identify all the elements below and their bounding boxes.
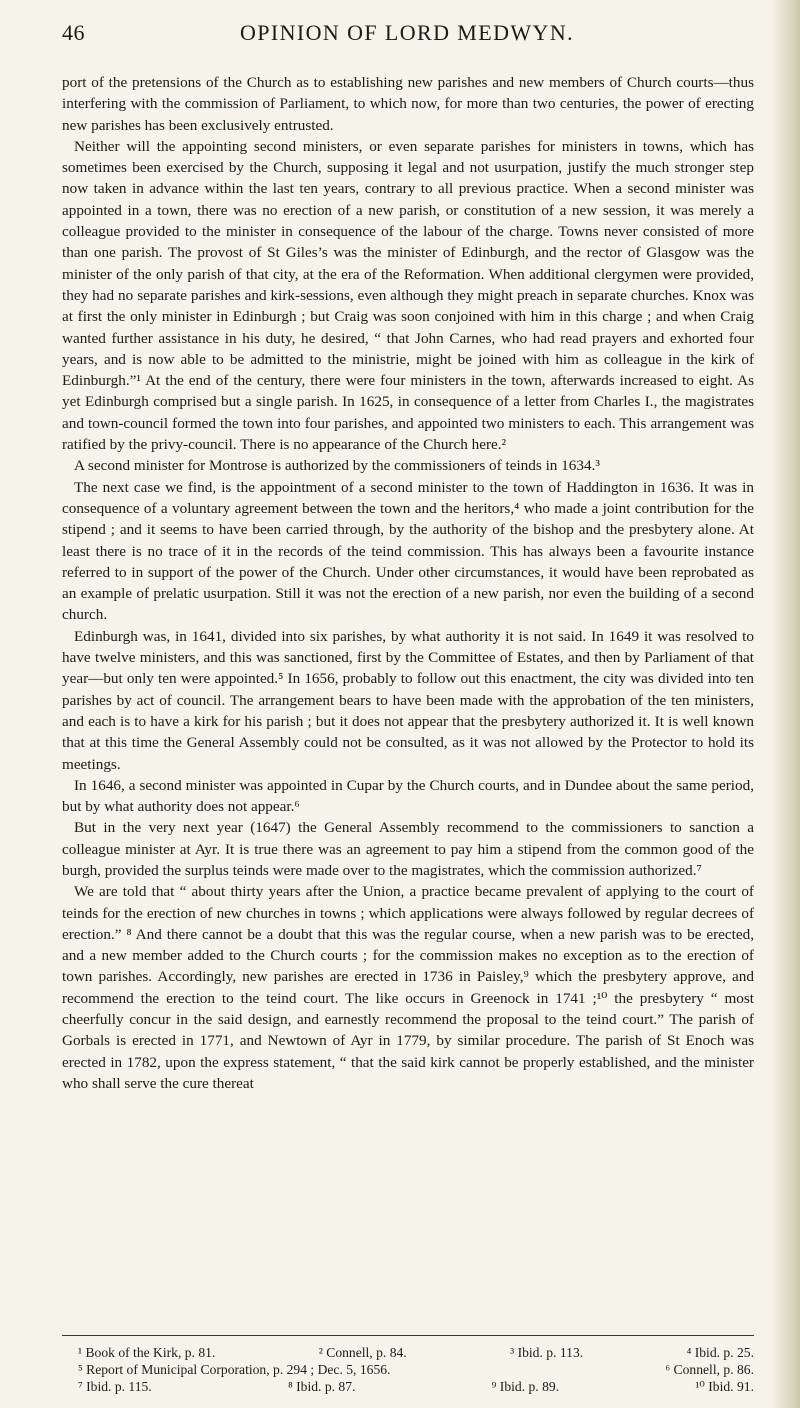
paragraph: We are told that “ about thirty years after the Union, a practice became prevalent of applying to the court of teinds for the erection of new churches in towns ; which applications were always followed by regular decrees of erection.” ⁸ And there cannot be a doubt that this was the regular course, when a new parish was to be erected, and a new member added to the Church courts ; for the commission makes no exception as to the erection of town parishes. Accordingly, new parishes are erected in 1736 in Paisley,⁹ which the presbytery approve, and recommend the erection to the teind court. The like occurs in Greenock in 1741 ;¹⁰ the presbytery “ most cheerfully concur in the said design, and earnestly recommend the proposal to the teind court.” The parish of Gorbals is erected in 1771, and Newtown of Ayr in 1779, by similar procedure. The parish of St Enoch was erected in 1782, upon the express statement, “ that the said kirk cannot be properly established, and the minister who shall serve the cure thereat	[62, 883, 754, 1092]
footnote: ⁶ Connell, p. 86.	[665, 1362, 754, 1377]
footnote-row	[78, 1344, 754, 1361]
footnote: ² Connell, p. 84.	[318, 1345, 407, 1360]
footnote: ¹⁰ Ibid. 91.	[695, 1379, 754, 1394]
page-header	[62, 18, 752, 48]
footnote: ⁷ Ibid. p. 115.	[78, 1379, 152, 1394]
paragraph: Edinburgh was, in 1641, divided into six parishes, by what authority it is not said. In 1649 it was resolved to have twelve ministers, and this was sanctioned, first by the Committee of Estates, and then by Parliament of that year—but only ten were appointed.⁵ In 1656, probably to follow out this enactment, the city was divided into ten parishes by act of council. The arrangement bears to have been made with the approbation of the ten ministers, and each is to have a kirk for his parish ; but it does not appear that the presbytery authorized it. It is well known that at this time the General Assembly could not be consulted, as it was not allowed by the Protector to hold its meetings.	[62, 627, 754, 773]
paragraph: port of the pretensions of the Church as to establishing new parishes and new members of Church courts—thus interfering with the commission of Parliament, to which now, for more than two centuries, the power of erecting new parishes has been exclusively entrusted.	[62, 74, 754, 134]
footnote: ⁸ Ibid. p. 87.	[287, 1379, 356, 1394]
footnote: ⁹ Ibid. p. 89.	[491, 1379, 560, 1394]
footnote-divider	[62, 1335, 754, 1336]
footnote-row	[78, 1361, 754, 1378]
footnote: ¹ Book of the Kirk, p. 81.	[78, 1345, 216, 1360]
footnote: ³ Ibid. p. 113.	[510, 1345, 584, 1360]
body-text	[62, 72, 754, 1094]
paragraph: A second minister for Montrose is authorized by the commissioners of teinds in 1634.³	[74, 457, 600, 475]
page-number: 46	[62, 20, 85, 45]
paragraph: But in the very next year (1647) the General Assembly recommend to the commissioners to sanction a colleague minister at Ayr. It is true there was an agreement to pay him a stipend from the common good of the burgh, provided the surplus teinds were made over to the magistrates, which the commission authorized.⁷	[62, 819, 754, 879]
paragraph: In 1646, a second minister was appointed in Cupar by the Church courts, and in Dundee about the same period, but by what authority does not appear.⁶	[62, 776, 754, 816]
footnote: ⁴ Ibid. p. 25.	[686, 1345, 754, 1360]
footnote-row	[78, 1378, 754, 1395]
footnotes	[78, 1344, 754, 1395]
running-title: OPINION OF LORD MEDWYN.	[239, 20, 575, 45]
page-edge-shadow	[770, 0, 800, 1408]
footnote: ⁵ Report of Municipal Corporation, p. 294 ; Dec. 5, 1656.	[78, 1362, 391, 1377]
paragraph: The next case we find, is the appointment of a second minister to the town of Haddington in 1636. It was in consequence of a voluntary agreement between the town and the heritors,⁴ who made a joint contribution for the stipend ; and it seems to have been carried through, by the authority of the bishop and the presbytery alone. At least there is no trace of it in the records of the teind commission. This has always been a favourite instance referred to in support of the power of the Church. Under other circumstances, it would have been reprobated as an example of prelatic usurpation. Still it was not the erection of a new parish, nor even the building of a second church.	[62, 478, 754, 624]
paragraph: Neither will the appointing second ministers, or even separate parishes for ministers in towns, which has sometimes been exercised by the Church, supposing it legal and not usurpation, justify the much stronger step now taken in advance within the last ten years, contrary to all previous practice. When a second minister was appointed in a town, there was no erection of a new parish, or constitution of a new session, it was merely a colleague provided to the minister in consequence of the labour of the charge. Towns never consisted of more than one parish. The provost of St Giles’s was the minister of Edinburgh, and the rector of Glasgow was the minister of the only parish of that city, at the era of the Reformation. When additional clergymen were provided, they had no separate parishes and kirk-sessions, even although they might preach in separate churches. Knox was at first the only minister in Edinburgh ; but Craig was soon conjoined with him in this charge ; and when Craig wanted further assistance in his duty, he desired, “ that John Carnes, who had read prayers and exhorted four years, and is now able to be admitted to the ministrie, might be joined with him as colleague in the kirk of Edinburgh.”¹ At the end of the century, there were four ministers in the town, afterwards increased to eight. As yet Edinburgh comprised but a single parish. In 1625, in consequence of a letter from Charles I., the magistrates and town-council formed the town into four parishes, and appointed two ministers to each. This arrangement was ratified by the privy-council. There is no appearance of the Church here.²	[62, 137, 754, 454]
